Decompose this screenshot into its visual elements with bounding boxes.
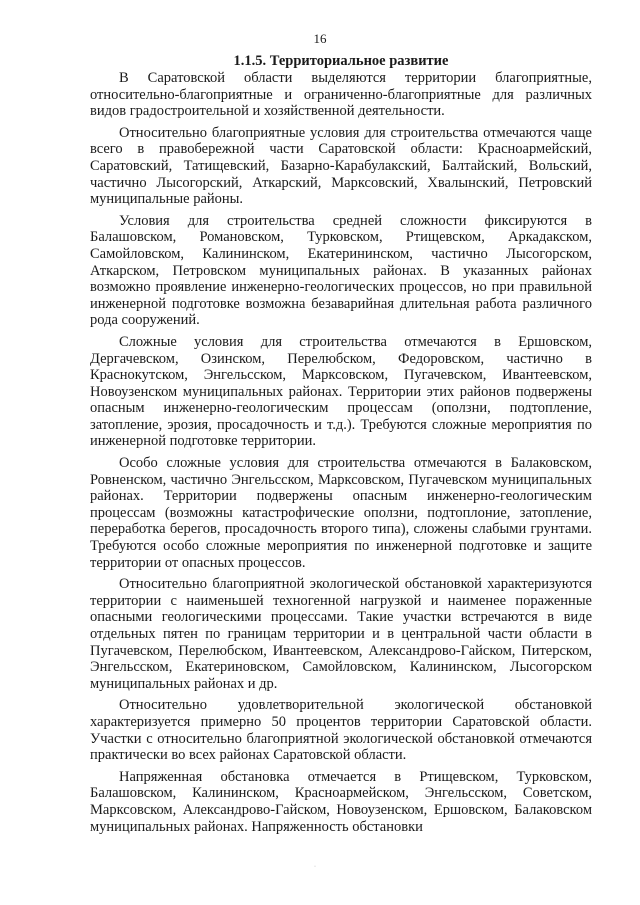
paragraph-4: Сложные условия для строительства отмечаются в Ершовском, Дергачевском, Озинском, Перелюбском, Федоровском, частично в Краснокутском, Энгельсском, Марксовском, Пугачевском, Ивантеевском, Новоузенском муниципальных районах. Территории этих районов подвержены опасным инженерно-геологическим процессам (оползни, подтопление, затопление, эрозия, просадочность и т.д.). Требуются сложные мероприятия по инженерной подготовке территории.	[90, 333, 592, 450]
paragraph-8: Напряженная обстановка отмечается в Ртищевском, Турковском, Балашовском, Калининском, Красноармейском, Энгельсском, Советском, Марксовском, Александрово-Гайском, Новоузенском, Ершовском, Балаковском муниципальных районах. Напряженность обстановки	[90, 768, 592, 835]
page-number: 16	[313, 31, 327, 46]
paragraph-3: Условия для строительства средней сложности фиксируются в Балашовском, Романовском, Турковском, Ртищевском, Аркадакском, Самойловском, Калининском, Екатерининском, частично Лысогорском, Аткарском, Петровском муниципальных районах. В указанных районах возможно проявление инженерно-геологических процессов, но при правильной инженерной подготовке возможна безаварийная длительная работа различного рода сооружений.	[90, 212, 592, 329]
page-content	[90, 53, 592, 838]
paragraph-1: В Саратовской области выделяются территории благоприятные, относительно-благоприятные и ограниченно-благоприятные для различных видов градостроительной и хозяйственной деятельности.	[90, 70, 592, 120]
paragraph-2: Относительно благоприятные условия для строительства отмечаются чаще всего в правобережной части Саратовской области: Красноармейский, Саратовский, Татищевский, Базарно-Карабулакский, Балтайский, Вольский, частично Лысогорский, Аткарский, Марксовский, Хвалынский, Петровский муниципальные районы.	[90, 124, 592, 208]
scan-mark: ·	[314, 864, 316, 870]
section-heading: 1.1.5. Территориальное развитие	[233, 53, 449, 69]
paragraph-6: Относительно благоприятной экологической обстановкой характеризуются территории с наименьшей техногенной нагрузкой и наименее пораженные опасными геологическими процессами. Такие участки встречаются в виде отдельных пятен по границам территории и в центральной части области в Пугачевском, Перелюбском, Ивантеевском, Александрово-Гайском, Питерском, Энгельсском, Екатериновском, Самойловском, Калининском, Лысогорском муниципальных районах и др.	[90, 576, 592, 692]
paragraph-5: Особо сложные условия для строительства отмечаются в Балаковском, Ровненском, частично Энгельсском, Марксовском, Пугачевском муниципальных районах. Территории подвержены опасным инженерно-геологическим процессам (возможны катастрофические оползни, подтоплоние, затопление, переработка берегов, просадочность второго типа), сложены слабыми грунтами. Требуются особо сложные мероприятия по инженерной подготовке и защите территории от опасных процессов.	[90, 455, 592, 571]
paragraph-7: Относительно удовлетворительной экологической обстановкой характеризуется примерно 50 процентов территории Саратовской области. Участки с относительно благоприятной экологической обстановкой отмечаются практически во всех районах Саратовской области.	[90, 697, 592, 764]
